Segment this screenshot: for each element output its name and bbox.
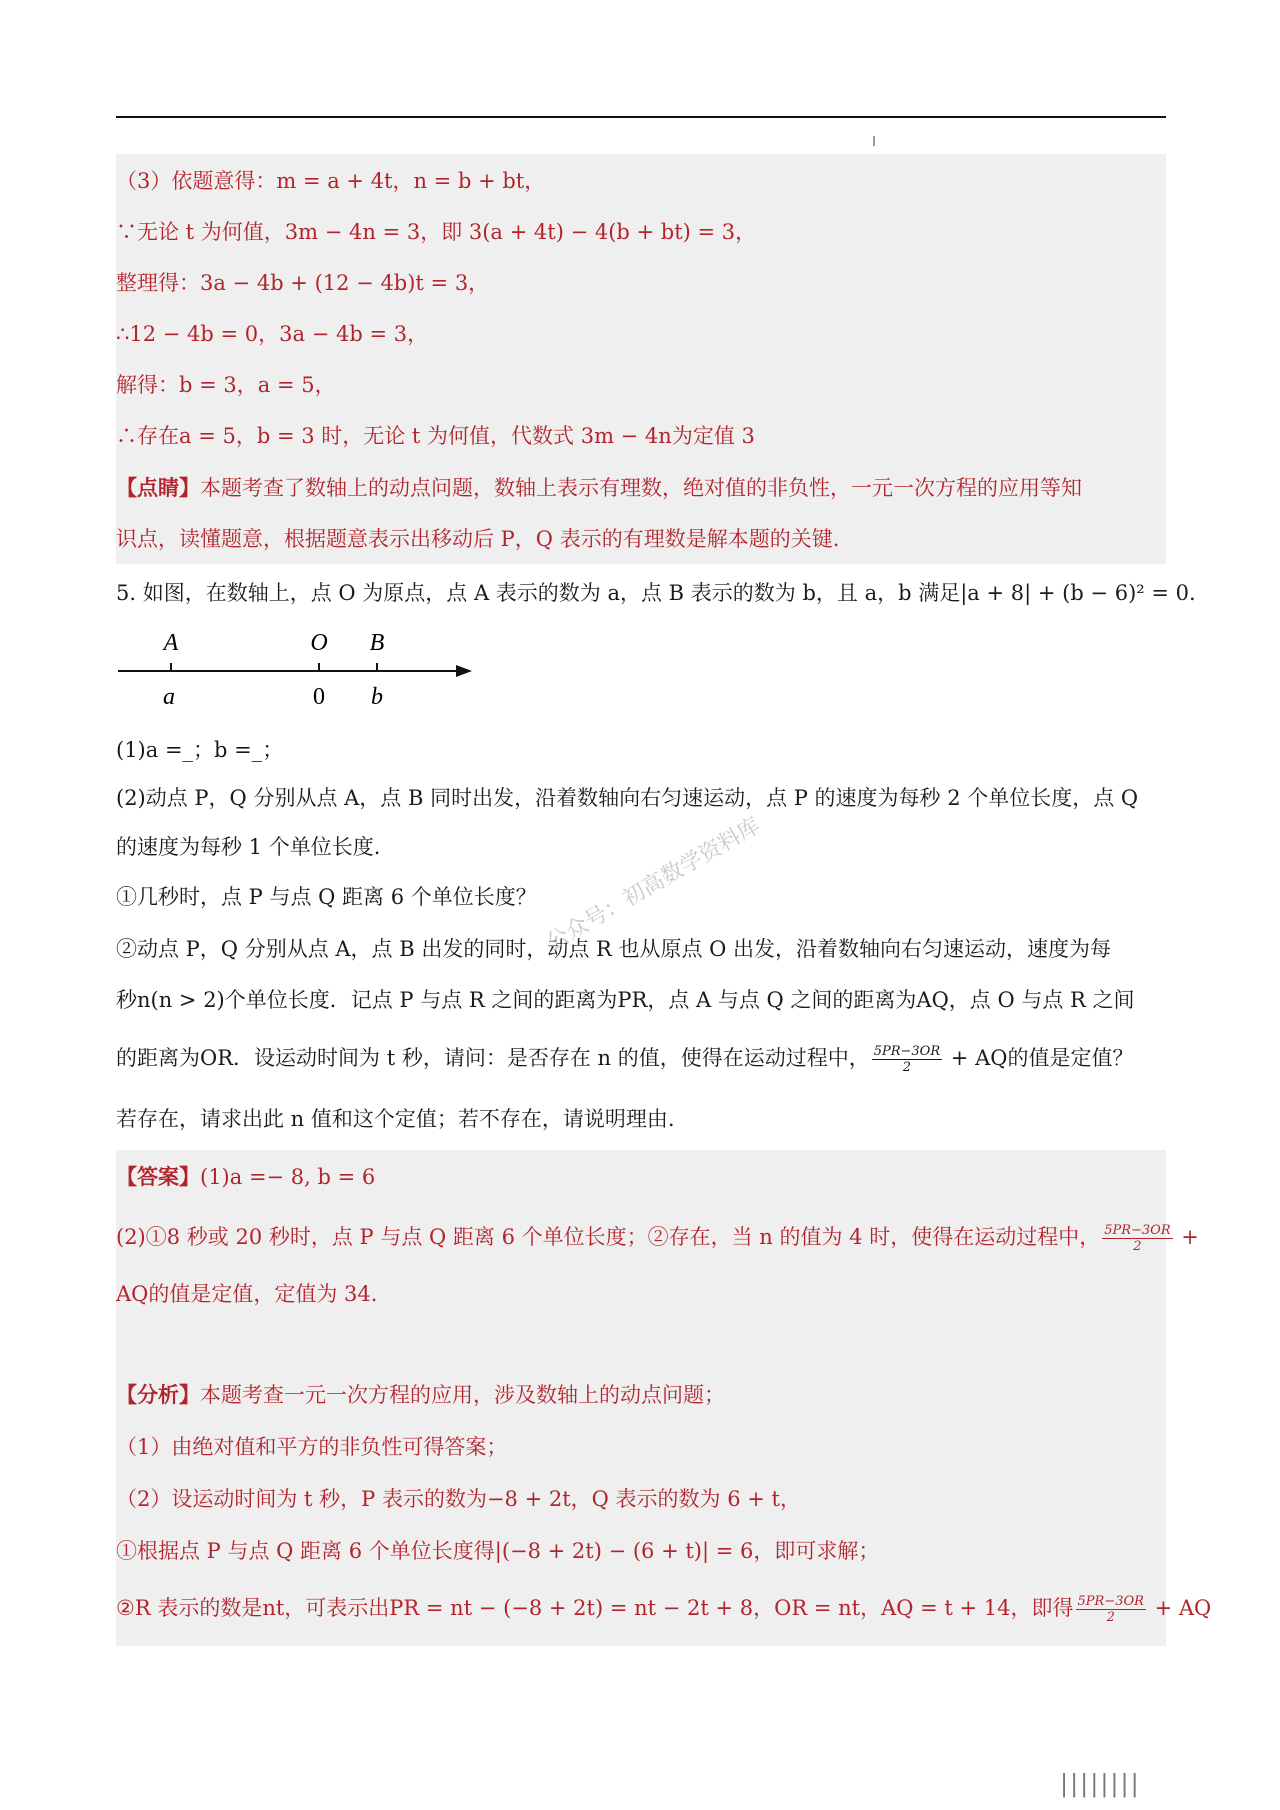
solution-line-1: （3）依题意得：m = a + 4t，n = b + bt， <box>116 169 546 193</box>
answer-text-2: (2)①8 秒或 20 秒时，点 P 与点 Q 距离 6 个单位长度；②存在，当 n 的值为 4 时，使得在运动过程中， <box>116 1225 1101 1249</box>
label-zero: 0 <box>313 684 325 710</box>
analysis-line-4: ①根据点 P 与点 Q 距离 6 个单位长度得|(−8 + 2t) − (6 + t)| = 6，即可求解； <box>116 1539 880 1563</box>
question-2-1: ①几秒时，点 P 与点 Q 距离 6 个单位长度？ <box>116 885 537 909</box>
analysis-text-1: 本题考查一元一次方程的应用，涉及数轴上的动点问题； <box>200 1383 725 1407</box>
label-O: O <box>310 630 328 656</box>
analysis-text-5-tail: + AQ <box>1147 1596 1212 1620</box>
answer-line-3: AQ的值是定值，定值为 34. <box>116 1282 378 1306</box>
answer-text-1: (1)a =− 8, b = 6 <box>200 1165 376 1189</box>
fraction-numerator: 5PR−3OR <box>873 1044 941 1059</box>
analysis-fraction-numerator: 5PR−3OR <box>1077 1594 1144 1609</box>
question-2-line-2: 的速度为每秒 1 个单位长度. <box>116 835 381 859</box>
analysis-fraction-denominator: 2 <box>1106 1610 1115 1625</box>
analysis-line-2: （1）由绝对值和平方的非负性可得答案； <box>116 1435 508 1459</box>
analysis-fraction <box>1076 1594 1146 1625</box>
question-2-2-line-3 <box>116 1043 1166 1075</box>
header-rule <box>116 116 1166 118</box>
watermark-text: 公众号：初高数学资料库 <box>542 813 765 956</box>
question-2-2-line-3-text: 的距离为OR．设运动时间为 t 秒，请问：是否存在 n 的值，使得在运动过程中， <box>116 1046 870 1070</box>
comment-line-2: 识点，读懂题意，根据题意表示出移动后 P，Q 表示的有理数是解本题的关键. <box>116 527 840 551</box>
corner-barcode-mark: |||||||| <box>1060 1770 1141 1798</box>
analysis-text-5: ②R 表示的数是nt，可表示出PR = nt − (−8 + 2t) = nt − 2t + 8，OR = nt，AQ = t + 14，即得 <box>116 1596 1074 1620</box>
label-b: b <box>371 684 383 710</box>
number-line-figure <box>116 622 476 718</box>
question-2-line-1: (2)动点 P，Q 分别从点 A，点 B 同时出发，沿着数轴向右匀速运动，点 P 的速度为每秒 2 个单位长度，点 Q <box>116 786 1139 810</box>
label-A: A <box>163 630 179 656</box>
question-2-2-line-2: 秒n(n > 2)个单位长度．记点 P 与点 R 之间的距离为PR，点 A 与点 Q 之间的距离为AQ，点 O 与点 R 之间 <box>116 988 1135 1012</box>
fraction-expression <box>872 1044 942 1075</box>
answer-text-2-tail: + <box>1174 1225 1199 1249</box>
question-2-2-line-3-tail: + AQ的值是定值？ <box>944 1046 1134 1070</box>
page-tick-mark <box>873 136 875 146</box>
analysis-line-3: （2）设运动时间为 t 秒，P 表示的数为−8 + 2t，Q 表示的数为 6 + t， <box>116 1487 801 1511</box>
label-B: B <box>369 630 385 656</box>
comment-line-1 <box>116 473 1166 503</box>
answer-line-1 <box>116 1162 1166 1192</box>
fraction-denominator: 2 <box>902 1060 912 1075</box>
solution-line-4: ∴12 − 4b = 0，3a − 4b = 3， <box>116 322 429 346</box>
analysis-line-5 <box>116 1593 1212 1625</box>
analysis-line-1 <box>116 1380 1166 1410</box>
analysis-tag: 【分析】 <box>116 1382 200 1407</box>
comment-tag: 【点睛】 <box>116 475 200 500</box>
answer-fraction-denominator: 2 <box>1133 1239 1142 1254</box>
solution-line-5: 解得：b = 3，a = 5， <box>116 373 336 397</box>
question-1: (1)a =_；b =_； <box>116 738 284 762</box>
solution-line-3: 整理得：3a − 4b + (12 − 4b)t = 3， <box>116 271 490 295</box>
answer-fraction <box>1102 1223 1172 1254</box>
answer-tag: 【答案】 <box>116 1164 200 1189</box>
label-a: a <box>163 684 175 710</box>
answer-fraction-numerator: 5PR−3OR <box>1104 1223 1171 1238</box>
arrow-head-icon <box>456 665 472 677</box>
solution-line-2: ∵无论 t 为何值，3m − 4n = 3，即 3(a + 4t) − 4(b + bt) = 3， <box>116 220 757 244</box>
problem5-stem: 5. 如图，在数轴上，点 O 为原点，点 A 表示的数为 a，点 B 表示的数为 b，且 a，b 满足|a + 8| + (b − 6)² = 0. <box>116 581 1196 605</box>
solution-line-6: ∴存在a = 5，b = 3 时，无论 t 为何值，代数式 3m − 4n为定值 3 <box>116 424 755 448</box>
comment-text-1: 本题考查了数轴上的动点问题，数轴上表示有理数，绝对值的非负性，一元一次方程的应用等知 <box>200 476 1082 500</box>
question-2-2-line-4: 若存在，请求出此 n 值和这个定值；若不存在，请说明理由. <box>116 1107 675 1131</box>
answer-line-2 <box>116 1222 1199 1254</box>
question-2-2-line-1: ②动点 P，Q 分别从点 A，点 B 出发的同时，动点 R 也从原点 O 出发，沿着数轴向右匀速运动，速度为每 <box>116 937 1112 961</box>
